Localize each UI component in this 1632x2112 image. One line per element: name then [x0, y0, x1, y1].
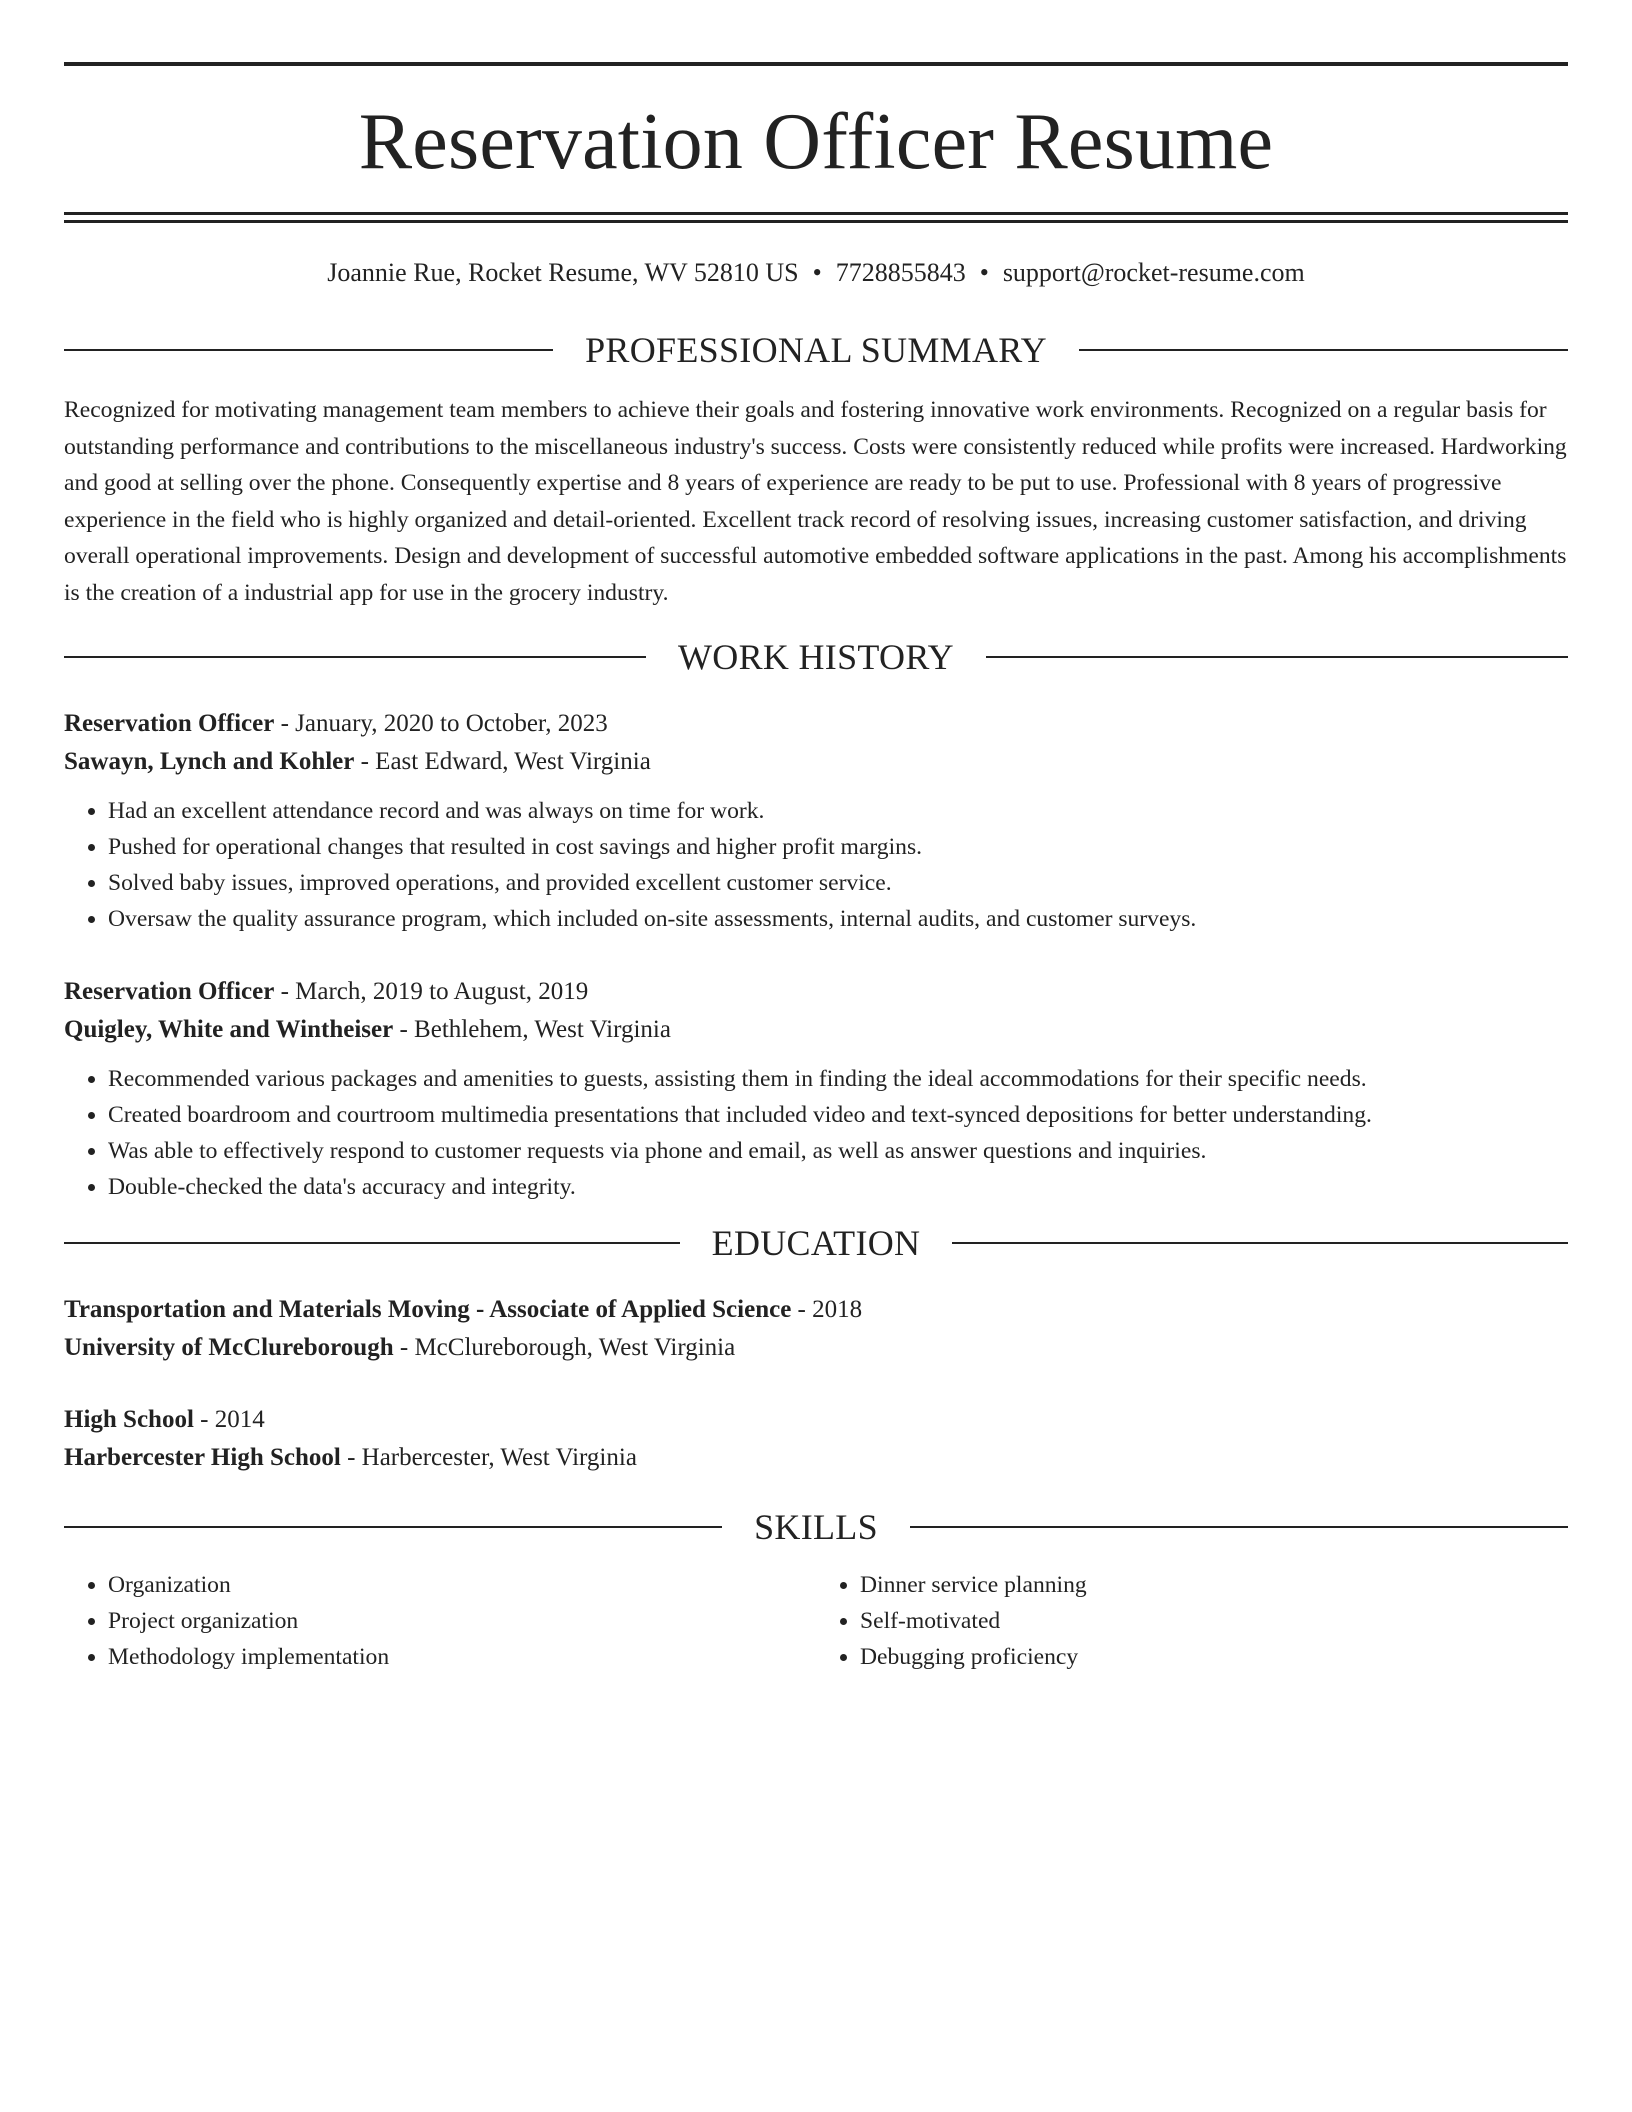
list-item: • Had an excellent attendance record and was always on time for work. — [108, 793, 1568, 829]
job-entry — [64, 973, 1568, 1205]
education-degree: High School — [64, 1406, 194, 1434]
section-rule-left — [64, 1526, 722, 1528]
list-item: • Double-checked the data's accuracy and integrity. — [108, 1169, 1568, 1205]
job-dates: - March, 2019 to August, 2019 — [274, 978, 589, 1006]
job-dates: - January, 2020 to October, 2023 — [274, 710, 608, 738]
list-item: • Recommended various packages and amenities to guests, assisting them in finding the ideal accommodations for their specific needs. — [108, 1061, 1568, 1097]
job-company-line — [64, 743, 1568, 781]
contact-address: Joannie Rue, Rocket Resume, WV 52810 US — [327, 258, 799, 287]
list-item: • Pushed for operational changes that resulted in cost savings and higher profit margins. — [108, 829, 1568, 865]
skills-right-column — [816, 1567, 1568, 1675]
job-location: - East Edward, West Virginia — [354, 748, 651, 776]
skills-heading: SKILLS — [754, 1507, 878, 1548]
education-year: - 2018 — [791, 1296, 863, 1324]
job-company-line — [64, 1011, 1568, 1049]
list-item: • Debugging proficiency — [860, 1639, 1568, 1675]
contact-phone: 7728855843 — [835, 258, 966, 287]
education-section-header — [64, 1223, 1568, 1264]
list-item: • Project organization — [108, 1603, 816, 1639]
education-location: - McClureborough, West Virginia — [393, 1334, 736, 1362]
education-school: University of McClureborough — [64, 1334, 394, 1362]
skills-grid — [64, 1567, 1568, 1675]
education-degree-line — [64, 1401, 1568, 1439]
job-title: Reservation Officer — [64, 978, 275, 1006]
section-rule-right — [1079, 349, 1568, 351]
contact-separator: • — [812, 258, 822, 287]
summary-heading: PROFESSIONAL SUMMARY — [585, 330, 1047, 371]
contact-email: support@rocket-resume.com — [1002, 258, 1305, 287]
job-company: Sawayn, Lynch and Kohler — [64, 748, 355, 776]
education-entry — [64, 1401, 1568, 1477]
list-item: • Self-motivated — [860, 1603, 1568, 1639]
list-item: • Dinner service planning — [860, 1567, 1568, 1603]
work-section-header — [64, 637, 1568, 678]
list-item: • Oversaw the quality assurance program, which included on-site assessments, internal audits, and customer surveys. — [108, 901, 1568, 937]
summary-section-header — [64, 330, 1568, 371]
job-title-line — [64, 705, 1568, 743]
list-item: • Methodology implementation — [108, 1639, 816, 1675]
section-rule-right — [952, 1242, 1568, 1244]
skills-left-column — [64, 1567, 816, 1675]
education-location: - Harbercester, West Virginia — [340, 1444, 637, 1472]
job-title-line — [64, 973, 1568, 1011]
top-rule — [64, 62, 1568, 66]
education-entry — [64, 1291, 1568, 1367]
education-school: Harbercester High School — [64, 1444, 341, 1472]
education-degree: Transportation and Materials Moving - Associate of Applied Science — [64, 1296, 792, 1324]
page-title: Reservation Officer Resume — [358, 98, 1274, 186]
section-rule-right — [910, 1526, 1568, 1528]
list-item: • Organization — [108, 1567, 816, 1603]
contact-separator: • — [979, 258, 989, 287]
work-heading: WORK HISTORY — [678, 637, 954, 678]
section-rule-left — [64, 349, 553, 351]
list-item: • Created boardroom and courtroom multimedia presentations that included video and text-synced depositions for better understanding. — [108, 1097, 1568, 1133]
title-double-rule — [64, 212, 1568, 223]
summary-text: Recognized for motivating management team members to achieve their goals and fostering innovative work environments. Recognized on a regular basis for outstanding performance and contributions to the miscellaneous industry's success. Costs were consistently reduced while profits were increased. Hardworking and good at selling over the phone. Consequently expertise and 8 years of experience are ready to be put to use. Professional with 8 years of progressive experience in the field who is highly organized and detail-oriented. Excellent track record of resolving issues, increasing customer satisfaction, and driving overall operational improvements. Design and development of successful automotive embedded software applications in the past. Among his accomplishments is the creation of a industrial app for use in the grocery industry. — [64, 397, 1567, 606]
education-year: - 2014 — [193, 1406, 265, 1434]
education-heading: EDUCATION — [711, 1223, 921, 1264]
education-school-line — [64, 1329, 1568, 1367]
list-item: • Solved baby issues, improved operations, and provided excellent customer service. — [108, 865, 1568, 901]
job-bullets — [64, 1061, 1568, 1205]
section-rule-left — [64, 1242, 680, 1244]
contact-line — [64, 257, 1568, 288]
job-title: Reservation Officer — [64, 710, 275, 738]
job-company: Quigley, White and Wintheiser — [64, 1016, 394, 1044]
job-entry — [64, 705, 1568, 937]
education-school-line — [64, 1439, 1568, 1477]
section-rule-right — [986, 656, 1568, 658]
education-degree-line — [64, 1291, 1568, 1329]
list-item: • Was able to effectively respond to customer requests via phone and email, as well as answer questions and inquiries. — [108, 1133, 1568, 1169]
job-location: - Bethlehem, West Virginia — [393, 1016, 671, 1044]
job-bullets — [64, 793, 1568, 937]
skills-section-header — [64, 1507, 1568, 1548]
section-rule-left — [64, 656, 646, 658]
